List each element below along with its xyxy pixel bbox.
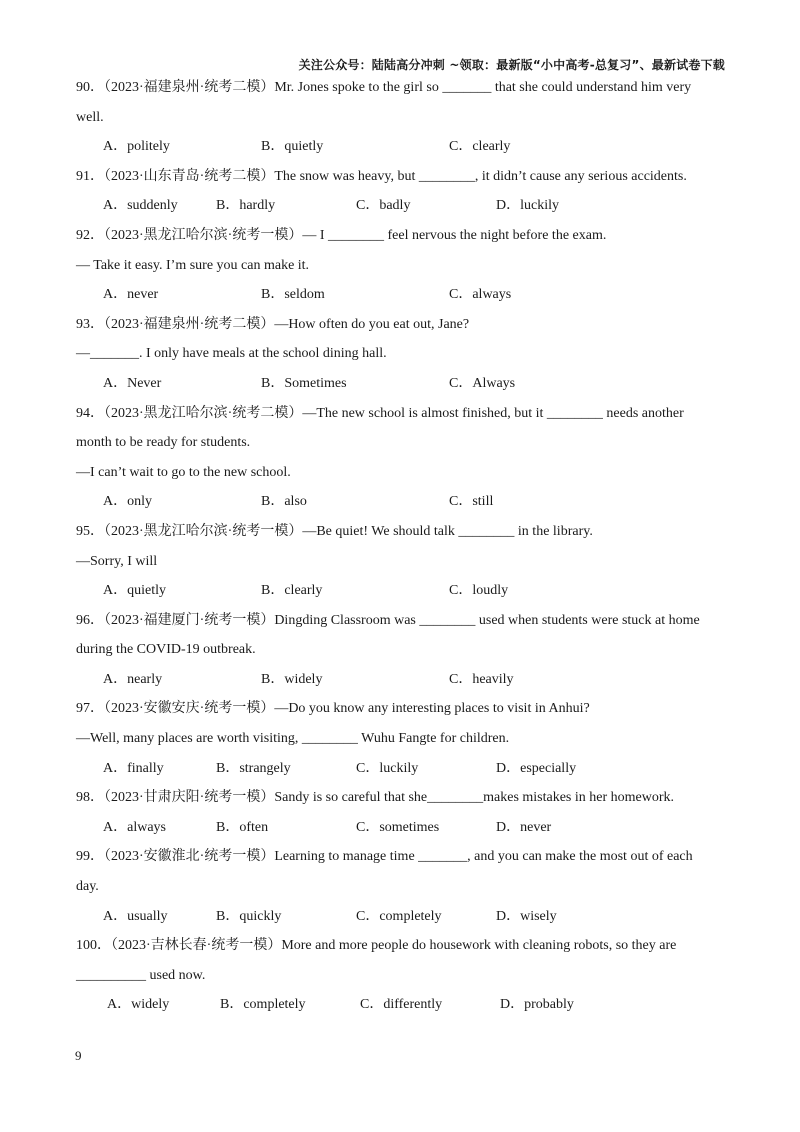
question-list	[76, 73, 726, 1020]
answer-option: C．differently	[360, 997, 443, 1013]
answer-option: B．hardly	[216, 198, 276, 214]
question-stem: 95．（2023·黑龙江哈尔滨·统考一模）—Be quiet! We should talk ________ in the library.	[76, 523, 593, 539]
question-item	[76, 517, 726, 606]
question-stem: 94．（2023·黑龙江哈尔滨·统考二模）—The new school is almost finished, but it ________ needs another	[76, 405, 684, 421]
question-item	[76, 162, 726, 221]
question-item	[76, 606, 726, 695]
question-item	[76, 221, 726, 310]
question-stem: 98．（2023·甘肃庆阳·统考一模）Sandy is so careful that she________makes mistakes in her homework.	[76, 790, 675, 806]
question-line: —Well, many places are worth visiting, ________ Wuhu Fangte for children.	[76, 731, 510, 747]
question-line: during the COVID-19 outbreak.	[76, 642, 256, 658]
answer-option: A．politely	[103, 139, 170, 155]
question-stem: 99．（2023·安徽淮北·统考一模）Learning to manage time _______, and you can make the most out of each	[76, 849, 693, 865]
answer-option: B．seldom	[261, 287, 325, 303]
answer-option: C．luckily	[356, 760, 419, 776]
answer-options	[76, 369, 726, 399]
answer-option: B．clearly	[261, 583, 323, 599]
answer-option: B．quickly	[216, 908, 282, 924]
answer-option: B．strangely	[216, 760, 291, 776]
answer-option: C．badly	[356, 198, 411, 214]
answer-option: B．quietly	[261, 139, 324, 155]
answer-option: C．Always	[449, 375, 516, 391]
question-line: —I can’t wait to go to the new school.	[76, 464, 291, 480]
question-line: —Sorry, I will	[76, 553, 158, 569]
answer-options	[76, 576, 726, 606]
question-line: day.	[76, 879, 99, 895]
question-item	[76, 399, 726, 517]
answer-option: D．luckily	[496, 198, 559, 214]
answer-option: A．always	[103, 819, 166, 835]
answer-option: D．wisely	[496, 908, 557, 924]
question-item	[76, 783, 726, 842]
question-line: — Take it easy. I’m sure you can make it.	[76, 257, 310, 273]
question-stem: 93．（2023·福建泉州·统考二模）—How often do you eat out, Jane?	[76, 316, 470, 332]
question-item	[76, 310, 726, 399]
answer-option: B．widely	[261, 671, 323, 687]
answer-option: C．still	[449, 494, 494, 510]
answer-option: C．always	[449, 287, 512, 303]
question-stem: 96．（2023·福建厦门·统考一模）Dingding Classroom was ________ used when students were stuck at home	[76, 612, 700, 628]
answer-option: C．loudly	[449, 583, 509, 599]
answer-options	[76, 665, 726, 695]
answer-option: C．completely	[356, 908, 442, 924]
question-item	[76, 73, 726, 162]
answer-option: B．Sometimes	[261, 375, 347, 391]
answer-options	[76, 191, 726, 221]
answer-option: D．never	[496, 819, 552, 835]
answer-options	[76, 990, 726, 1020]
question-line: __________ used now.	[76, 967, 206, 983]
answer-option: A．only	[103, 494, 152, 510]
answer-option: A．usually	[103, 908, 168, 924]
answer-option: B．often	[216, 819, 269, 835]
answer-option: A．nearly	[103, 671, 163, 687]
page-number: 9	[75, 1048, 82, 1063]
answer-option: C．clearly	[449, 139, 511, 155]
answer-options	[76, 132, 726, 162]
answer-option: B．completely	[220, 997, 306, 1013]
answer-option: D．probably	[500, 997, 574, 1013]
page-header: 关注公众号：陆陆高分冲刺 ~领取：最新版“小中高考-总复习”、最新试卷下载	[298, 58, 725, 72]
question-stem: 92．（2023·黑龙江哈尔滨·统考一模）— I ________ feel nervous the night before the exam.	[76, 227, 607, 243]
question-item	[76, 842, 726, 931]
question-stem: 91．（2023·山东青岛·统考二模）The snow was heavy, but ________, it didn’t cause any serious accidents.	[76, 168, 687, 184]
answer-options	[76, 754, 726, 784]
answer-option: A．Never	[103, 375, 162, 391]
question-stem: 90．（2023·福建泉州·统考二模）Mr. Jones spoke to the girl so _______ that she could understand him very	[76, 80, 692, 95]
question-line: —_______. I only have meals at the school dining hall.	[76, 346, 387, 362]
answer-option: D．especially	[496, 760, 577, 776]
answer-option: C．heavily	[449, 671, 514, 687]
question-line: well.	[76, 109, 104, 125]
question-stem: 100．（2023·吉林长春·统考一模）More and more people do housework with cleaning robots, so they are	[76, 938, 677, 954]
answer-option: A．suddenly	[103, 198, 178, 214]
answer-options	[76, 902, 726, 932]
answer-option: A．quietly	[103, 583, 166, 599]
answer-option: A．never	[103, 287, 159, 303]
answer-option: A．finally	[103, 760, 164, 776]
question-line: month to be ready for students.	[76, 435, 251, 451]
question-item	[76, 931, 726, 1020]
answer-options	[76, 280, 726, 310]
answer-option: C．sometimes	[356, 819, 440, 835]
question-item	[76, 694, 726, 783]
answer-options	[76, 813, 726, 843]
question-stem: 97．（2023·安徽安庆·统考一模）—Do you know any interesting places to visit in Anhui?	[76, 701, 590, 717]
answer-options	[76, 487, 726, 517]
answer-option: A．widely	[107, 997, 170, 1013]
answer-option: B．also	[261, 494, 307, 510]
